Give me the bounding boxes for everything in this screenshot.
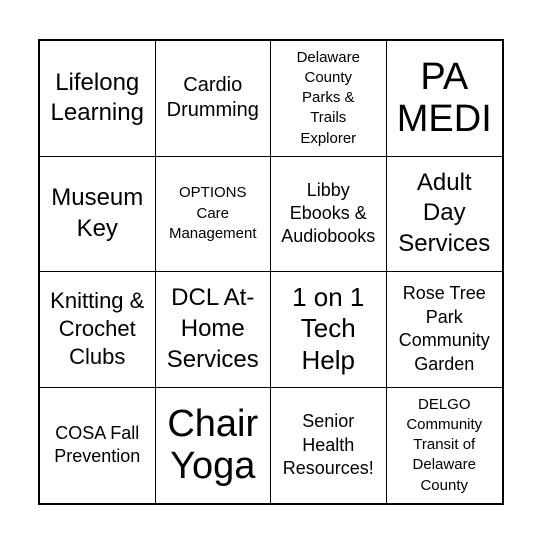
bingo-cell[interactable] <box>40 41 156 157</box>
bingo-cell[interactable] <box>387 388 503 504</box>
cell-label: Lifelong Learning <box>50 68 144 127</box>
bingo-cell[interactable] <box>156 157 272 273</box>
cell-label: Cardio Drumming <box>166 74 259 122</box>
cell-label: Senior Health Resources! <box>282 411 374 478</box>
bingo-cell[interactable] <box>387 272 503 388</box>
bingo-cell[interactable] <box>271 388 387 504</box>
bingo-cell[interactable] <box>40 388 156 504</box>
cell-label: 1 on 1 Tech Help <box>292 281 365 376</box>
bingo-cell[interactable] <box>156 41 272 157</box>
cell-label: DCL At- Home Services <box>166 284 259 373</box>
cell-label: Chair Yoga <box>167 402 259 488</box>
cell-label: Rose Tree Park Community Garden <box>398 283 490 374</box>
bingo-cell[interactable] <box>271 157 387 273</box>
cell-label: Adult Day Services <box>398 168 491 258</box>
cell-label: Knitting & Crochet Clubs <box>50 288 145 370</box>
cell-label: Museum Key <box>51 184 144 242</box>
cell-label: Libby Ebooks & Audiobooks <box>281 179 376 247</box>
bingo-board <box>38 39 504 505</box>
bingo-cell[interactable] <box>156 388 272 504</box>
bingo-cell[interactable] <box>271 272 387 388</box>
cell-label: DELGO Community Transit of Delaware County <box>406 395 483 494</box>
bingo-cell[interactable] <box>156 272 272 388</box>
cell-label: PA MEDI <box>396 55 492 141</box>
bingo-cell[interactable] <box>40 157 156 273</box>
bingo-cell[interactable] <box>40 272 156 388</box>
bingo-cell[interactable] <box>387 157 503 273</box>
cell-label: OPTIONS Care Management <box>168 184 257 242</box>
cell-label: COSA Fall Prevention <box>54 422 141 467</box>
bingo-cell[interactable] <box>271 41 387 157</box>
bingo-cell[interactable] <box>387 41 503 157</box>
cell-label: Delaware County Parks & Trails Explorer <box>296 48 360 147</box>
